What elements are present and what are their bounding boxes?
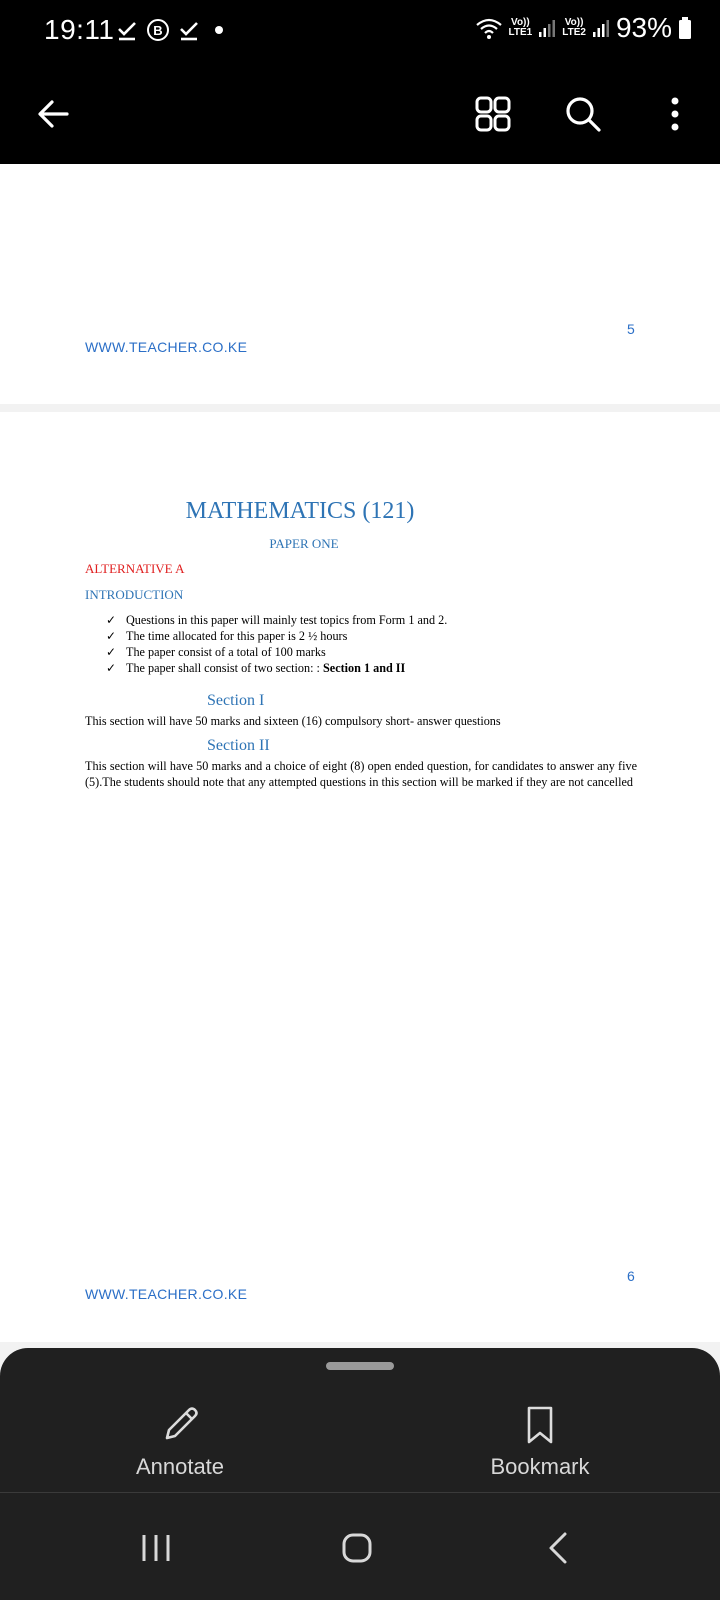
section-2-text: This section will have 50 marks and a choice of eight (8) open ended question, for candidates to answer any five (5).The students should note that any attempted questions in this section will be marked if they are not cancelled	[85, 759, 637, 789]
bookmark-button[interactable]	[460, 1404, 620, 1480]
battery-icon	[678, 16, 692, 40]
list-item: ✓ The time allocated for this paper is 2 ½ hours	[106, 629, 348, 643]
page-number: 6	[627, 1268, 635, 1284]
footer-url: WWW.TEACHER.CO.KE	[85, 1286, 248, 1302]
page-number: 5	[627, 321, 635, 337]
download-check-icon	[178, 19, 200, 41]
more-vert-icon	[670, 97, 680, 131]
home-button[interactable]	[327, 1523, 387, 1573]
section-1-heading: Section I	[207, 692, 265, 709]
wifi-icon	[475, 16, 503, 40]
download-check-icon	[116, 19, 138, 41]
svg-text:B: B	[153, 23, 163, 38]
list-item: ✓ The paper consist of a total of 100 marks	[106, 645, 326, 659]
page-grid-button[interactable]	[458, 64, 528, 164]
drag-handle[interactable]	[326, 1362, 394, 1370]
bottom-action-sheet	[0, 1348, 720, 1496]
back-icon	[547, 1531, 569, 1565]
list-item: ✓ The paper shall consist of two section: : Section 1 and II	[106, 661, 406, 675]
pdf-page-5	[0, 164, 720, 404]
footer-url: WWW.TEACHER.CO.KE	[85, 339, 248, 355]
sim2-volte-label: Vo))	[564, 17, 584, 28]
alternative-label: ALTERNATIVE A	[85, 561, 185, 576]
grid-view-icon	[475, 96, 511, 132]
checkmark-icon: ✓	[106, 645, 117, 659]
section-1-text: This section will have 50 marks and sixteen (16) compulsory short- answer questions	[85, 714, 501, 728]
sim1-volte-label: Vo))	[511, 17, 530, 28]
status-time: 19:11	[44, 14, 115, 45]
battery-percent: 93%	[615, 12, 672, 43]
b-circle-icon	[146, 18, 170, 42]
status-notification-icons	[116, 18, 230, 42]
introduction-list	[106, 612, 447, 676]
annotate-button[interactable]	[100, 1404, 260, 1480]
pdf-page-6	[0, 412, 720, 1342]
signal-icon	[538, 17, 556, 39]
dot-icon	[208, 19, 230, 41]
status-system-icons	[475, 12, 692, 44]
bookmark-icon	[519, 1404, 561, 1446]
checkmark-icon: ✓	[106, 661, 117, 675]
pencil-icon	[159, 1404, 201, 1446]
section-2-heading: Section II	[207, 737, 270, 754]
more-options-button[interactable]	[640, 64, 710, 164]
sim1-network	[509, 18, 533, 38]
checkmark-icon: ✓	[106, 629, 117, 643]
home-icon	[341, 1532, 373, 1564]
annotate-label: Annotate	[135, 1454, 225, 1479]
sim2-lte-label: LTE2	[562, 27, 586, 38]
search-button[interactable]	[548, 64, 618, 164]
checkmark-icon: ✓	[106, 613, 117, 627]
back-button[interactable]	[18, 64, 88, 164]
search-icon	[564, 95, 602, 133]
bookmark-label: Bookmark	[490, 1454, 590, 1479]
sim1-lte-label: LTE1	[508, 27, 533, 38]
navigation-bar	[0, 1493, 720, 1600]
back-arrow-icon	[36, 97, 70, 131]
list-item: ✓ Questions in this paper will mainly test topics from Form 1 and 2.	[106, 613, 448, 627]
signal-icon	[592, 17, 610, 39]
status-bar	[0, 0, 720, 64]
document-subtitle: PAPER ONE	[269, 536, 339, 551]
app-bar	[0, 64, 720, 164]
document-title: MATHEMATICS (121)	[185, 498, 415, 524]
recents-icon	[140, 1533, 172, 1563]
sim2-network	[562, 18, 586, 38]
introduction-heading: INTRODUCTION	[85, 587, 184, 602]
recents-button[interactable]	[126, 1523, 186, 1573]
system-back-button[interactable]	[528, 1523, 588, 1573]
